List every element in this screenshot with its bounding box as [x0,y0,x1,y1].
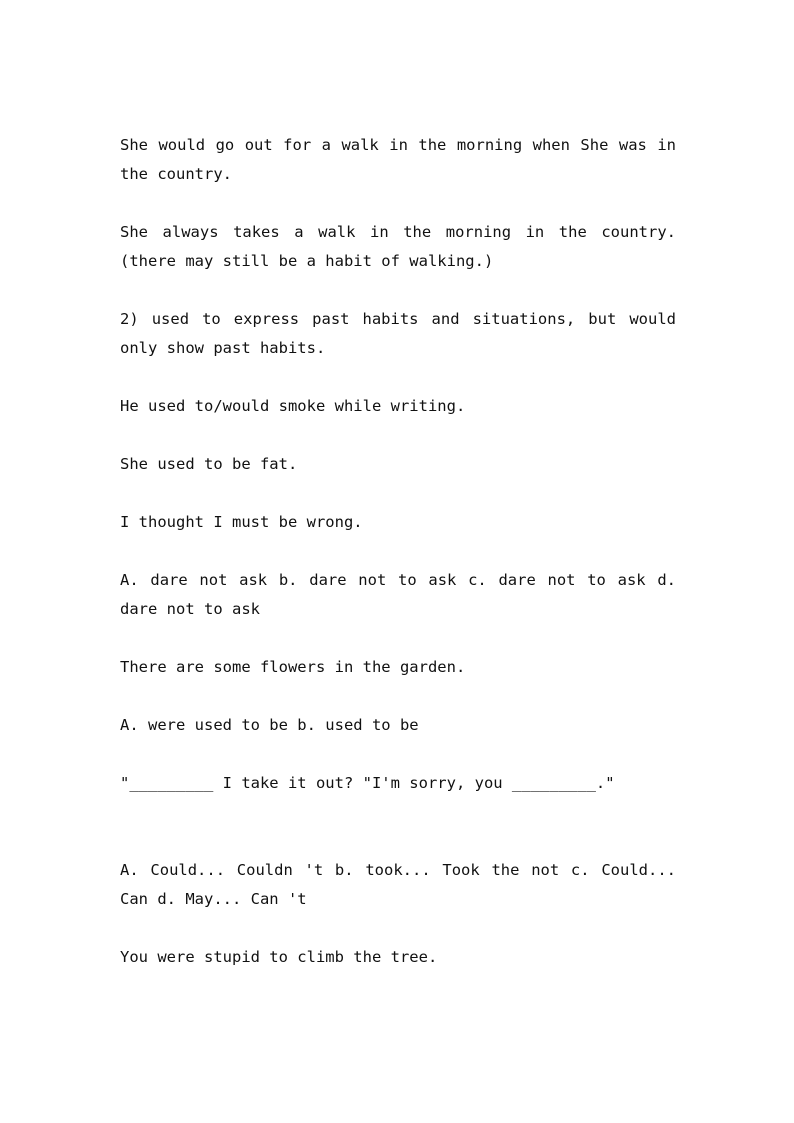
paragraph-could-options: A. Could... Couldn 't b. took... Took the not c. Could... Can d. May... Can 't [120,861,686,908]
paragraph-wrong-example: I thought I must be wrong. [120,513,363,531]
paragraph-would-walk: She would go out for a walk in the morning when She was in the country. [120,136,686,183]
paragraph-always-walk: She always takes a walk in the morning in the country. (there may still be a habit of walking.) [120,223,686,270]
paragraph-fat-example: She used to be fat. [120,455,298,473]
paragraph-flowers-example: There are some flowers in the garden. [120,658,466,676]
paragraph-used-to-rule: 2) used to express past habits and situations, but would only show past habits. [120,310,686,357]
document-body [120,131,686,1001]
paragraph-stupid-example: You were stupid to climb the tree. [120,948,438,966]
paragraph-dare-options: A. dare not ask b. dare not to ask c. dare not to ask d. dare not to ask [120,571,686,618]
paragraph-fill-blank-question: "_________ I take it out? "I'm sorry, you _________." [120,774,615,792]
paragraph-used-options: A. were used to be b. used to be [120,716,419,734]
paragraph-smoke-example: He used to/would smoke while writing. [120,397,466,415]
